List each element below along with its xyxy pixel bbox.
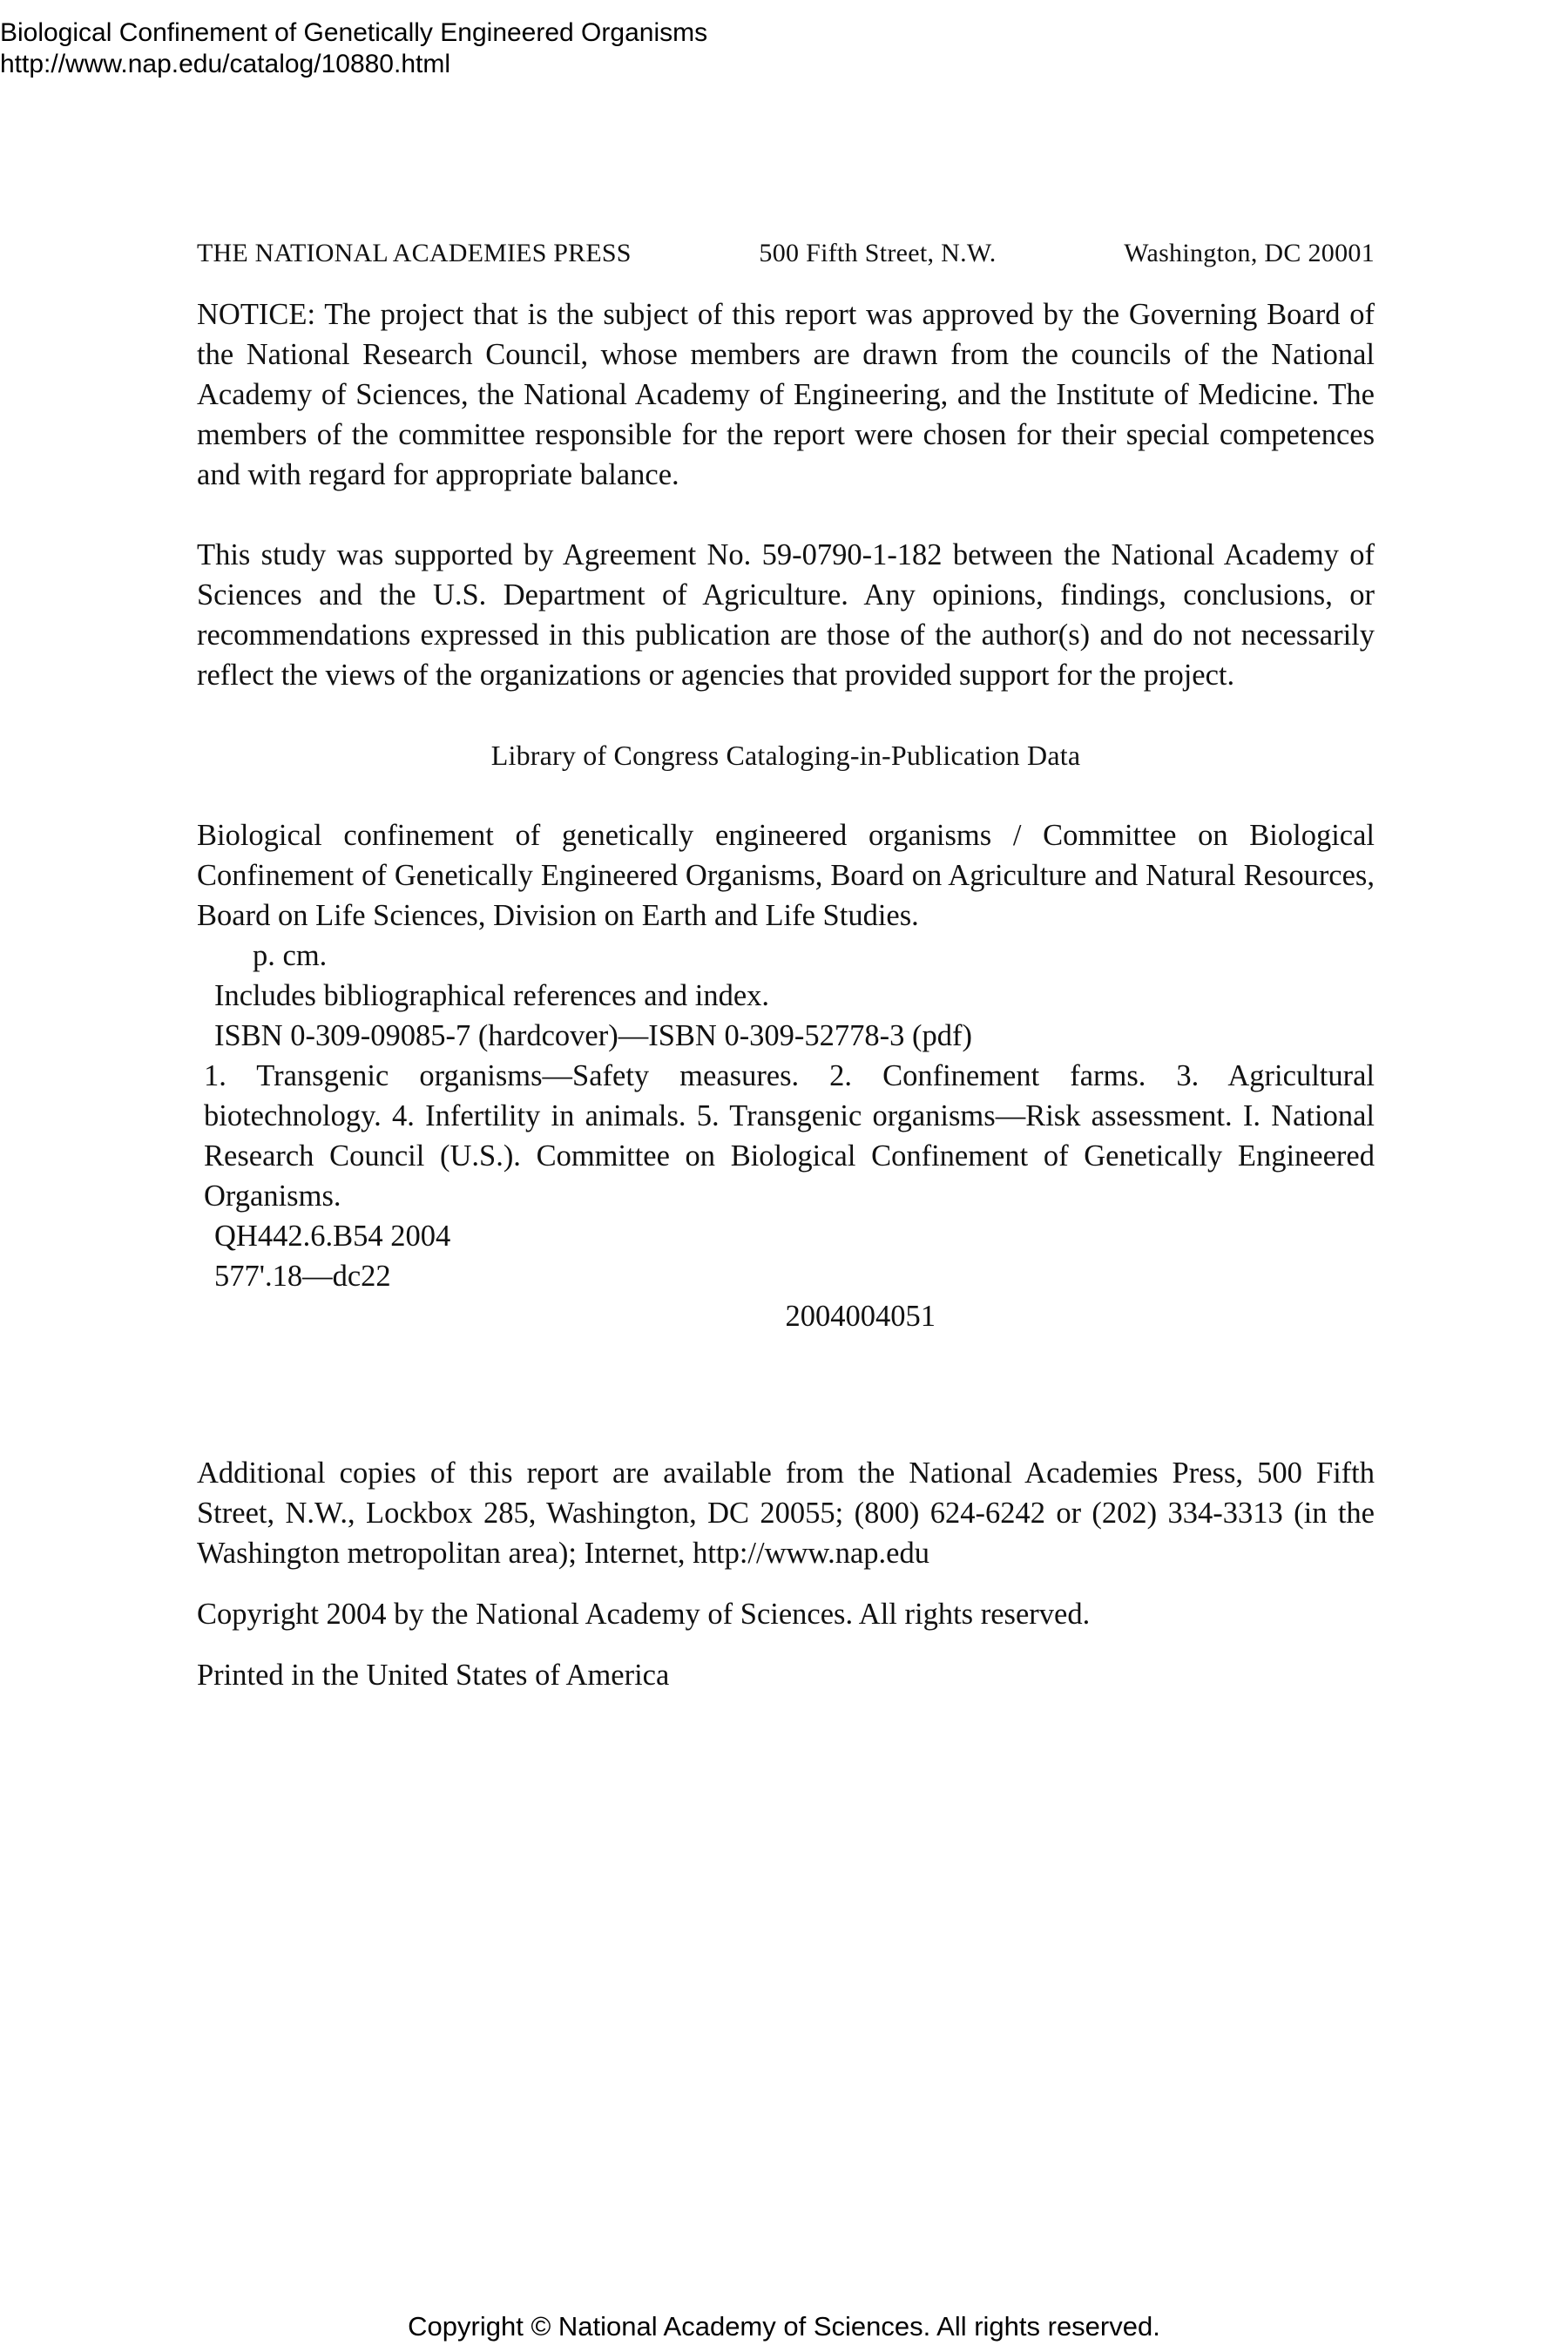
cip-heading: Library of Congress Cataloging-in-Publication Data [490, 740, 1081, 771]
press-address-line [197, 233, 1375, 274]
cip-isbn: ISBN 0-309-09085-7 (hardcover)—ISBN 0-309-52778-3 (pdf) [214, 1019, 972, 1052]
press-city: Washington, DC 20001 [1124, 239, 1375, 267]
cip-block [197, 815, 1375, 1336]
cip-lccn: 2004004051 [785, 1300, 936, 1333]
document-url: http://www.nap.edu/catalog/10880.html [0, 50, 451, 78]
cip-includes: Includes bibliographical references and index. [214, 979, 770, 1012]
copyright-line: Copyright 2004 by the National Academy of Sciences. All rights reserved. [197, 1598, 1091, 1631]
copyright-page [197, 233, 1375, 1695]
cip-lc-class: QH442.6.B54 2004 [214, 1220, 451, 1253]
cip-subjects: 1. Transgenic organisms—Safety measures. 2. Confinement farms. 3. Agricultural biotechnology. 4. Infertility in animals. 5. Transgenic organisms—Risk assessment. I. National Research Council (U.S.). Committee on Biological Confinement of Genetically Engineered Organisms. [204, 1059, 1375, 1213]
additional-copies-paragraph: Additional copies of this report are available from the National Academies Press, 500 Fifth Street, N.W., Lockbox 285, Washington, DC 20055; (800) 624-6242 or (202) 334-3313 (in the Washington metropolitan area); Internet, http://www.nap.edu [197, 1456, 1375, 1570]
cip-entry: Biological confinement of genetically engineered organisms / Committee on Biological Confinement of Genetically Engineered Organisms, Board on Agriculture and Natural Resources, Board on Life Sciences, Division on Earth and Life Studies. [197, 819, 1375, 932]
press-street: 500 Fifth Street, N.W. [759, 239, 997, 267]
cip-pages: p. cm. [253, 939, 328, 972]
printed-line: Printed in the United States of America [197, 1659, 670, 1692]
document-header [0, 17, 707, 80]
cip-dewey: 577'.18—dc22 [214, 1260, 391, 1293]
page-footer: Copyright © National Academy of Sciences. All rights reserved. [408, 2311, 1160, 2342]
document-title: Biological Confinement of Genetically Engineered Organisms [0, 18, 708, 47]
notice-paragraph: NOTICE: The project that is the subject of this report was approved by the Governing Board of the National Research Council, whose members are drawn from the councils of the National Academy of Sciences, the National Academy of Engineering, and the Institute of Medicine. The members of the committee responsible for the report were chosen for their special competences and with regard for appropriate balance. [197, 298, 1375, 491]
press-name: THE NATIONAL ACADEMIES PRESS [197, 239, 632, 267]
support-paragraph: This study was supported by Agreement No. 59-0790-1-182 between the National Academy of Sciences and the U.S. Department of Agriculture. Any opinions, findings, conclusions, or recommendations expressed in this publication are those of the author(s) and do not necessarily reflect the views of the organizations or agencies that provided support for the project. [197, 538, 1375, 692]
